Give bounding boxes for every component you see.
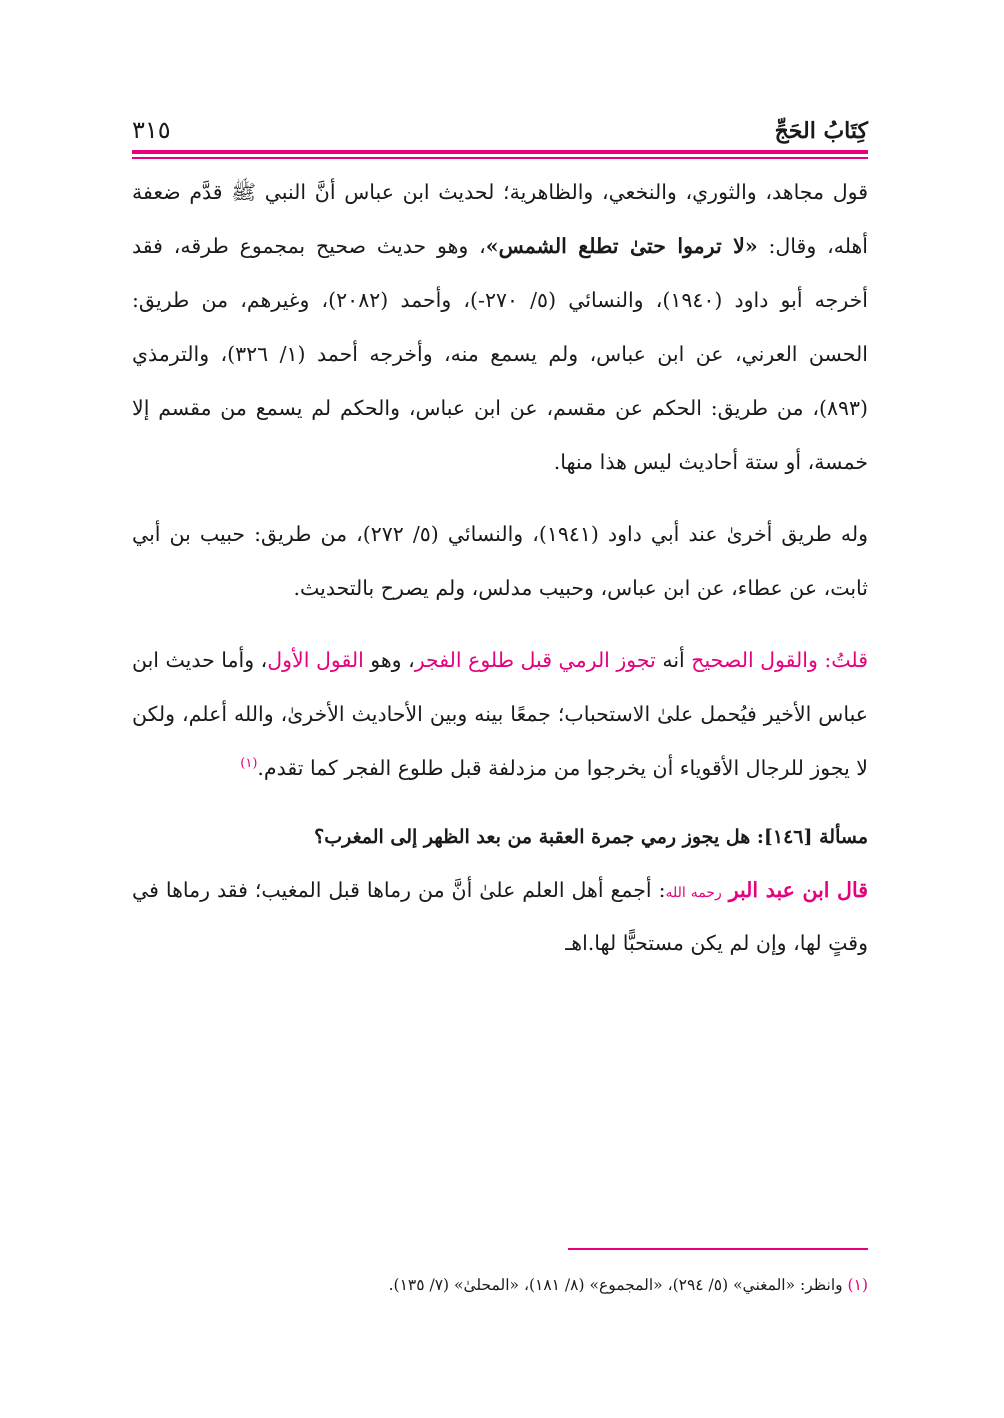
footnote-text: وانظر: «المغني» (٥/ ٢٩٤)، «المجموع» (٨/ ١٨١)، «المحلىٰ» (٧/ ١٣٥).	[388, 1276, 848, 1294]
paragraph-4	[132, 865, 868, 968]
footnote	[132, 1272, 868, 1298]
header-rule-thick	[132, 150, 868, 154]
p3-text-c: ، وأما حديث ابن عباس الأخير فيُحمل علىٰ الاستحباب؛ جمعًا بينه وبين الأحاديث الأخرىٰ، والله أعلم، ولكن لا يجوز للرجال الأقوياء أن يخرجوا من مزدلفة قبل طلوع الفجر كما تقدم.	[132, 647, 868, 780]
p3-text-a: أنه	[655, 647, 692, 672]
footnote-mark: (١)	[847, 1276, 868, 1294]
paragraph-2: وله طريق أخرىٰ عند أبي داود (١٩٤١)، والنسائي (٥/ ٢٧٢)، من طريق: حبيب بن أبي ثابت، عن عطاء، عن ابن عباس، وحبيب مدلس، ولم يصرح بالتحديث.	[132, 521, 869, 600]
p3-highlight-1: والقول الصحيح	[691, 647, 825, 672]
chapter-title: كِتَابُ الحَجِّ	[774, 118, 868, 144]
p3-highlight-2: تجوز الرمي قبل طلوع الفجر	[414, 647, 656, 672]
p1-text-b: ، وهو حديث صحيح بمجموع طرقه، فقد أخرجه أبو داود (١٩٤٠)، والنسائي (٥/ ٢٧٠-)، وأحمد (٢٠٨٢)، وغيرهم، من طريق: الحسن العرني، عن ابن عباس، ولم يسمع منه، وأخرجه أحمد (١/ ٣٢٦)، والترمذي (٨٩٣)، من طريق: الحكم عن مقسم، عن ابن عباس، والحكم لم يسمع من مقسم إلا خمسة، أو ستة أحاديث ليس هذا منها.	[132, 233, 869, 474]
p1-text-a: قول مجاهد، والثوري، والنخعي، والظاهرية؛ لحديث ابن عباس أنَّ النبي ﷺ قدَّم ضعفة أهله، وقال:	[132, 179, 869, 258]
p3-text-b: ، وهو	[363, 647, 415, 672]
header-rule-thin	[132, 157, 868, 159]
speaker-name: قال ابن عبد البر	[728, 877, 868, 902]
qultu-label: قلتُ:	[824, 647, 868, 672]
p4-text: : أجمع أهل العلم علىٰ أنَّ من رماها قبل المغيب؛ فقد رماها في وقتٍ لها، وإن لم يكن مستحبًّا لها.اهـ	[132, 877, 868, 955]
footnote-reference[interactable]: (١)	[240, 755, 258, 771]
page-number: ٣١٥	[132, 116, 171, 144]
issue-heading: مسألة [١٤٦]: هل يجوز رمي جمرة العقبة من بعد الظهر إلى المغرب؟	[314, 825, 868, 848]
page-content	[132, 110, 868, 968]
paragraph-1	[132, 165, 868, 489]
paragraph-3	[132, 633, 868, 795]
p3-highlight-3: القول الأول	[267, 647, 364, 672]
running-header	[132, 110, 868, 144]
honorific-glyph: رحمه الله	[665, 884, 722, 901]
hadith-quote: «لا ترموا حتىٰ تطلع الشمس»	[485, 233, 758, 258]
